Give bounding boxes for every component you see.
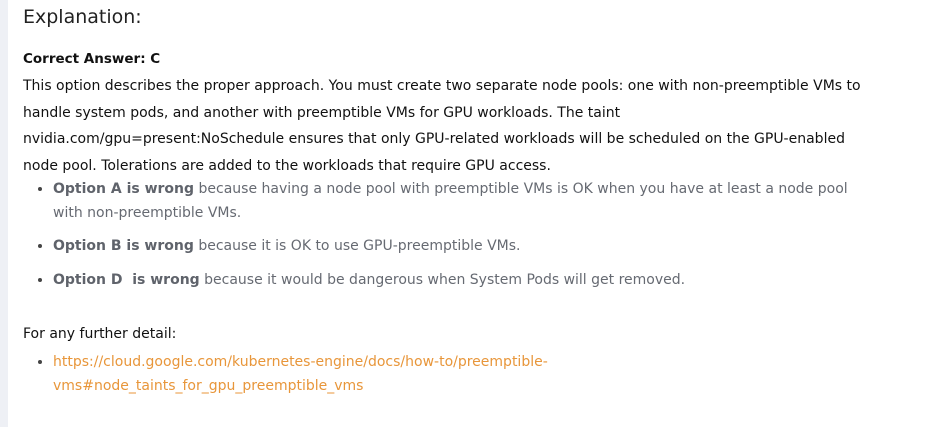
reason-option-label: Option B is wrong	[53, 238, 194, 254]
reason-item-d	[53, 268, 873, 292]
reason-option-label: Option A is wrong	[53, 181, 195, 197]
reason-option-label: Option D is wrong	[53, 272, 200, 288]
wrong-options-list	[23, 177, 873, 302]
reason-text: because it is OK to use GPU-preemptible VMs.	[193, 238, 521, 254]
reason-text: because having a node pool with preemptible VMs is OK when you have at least a node pool with non-preemptible VMs.	[53, 181, 848, 221]
left-border-strip	[0, 0, 8, 427]
reason-item-b	[53, 234, 873, 258]
reference-link[interactable]: https://cloud.google.com/kubernetes-engine/docs/how-to/preemptible- vms#node_taints_for_gpu_preemptible_vms	[53, 354, 548, 394]
correct-answer-label: Correct Answer: C	[23, 51, 161, 67]
reference-links-list	[23, 350, 613, 398]
reference-link-item	[53, 350, 613, 398]
reason-text: because it would be dangerous when System Pods will get removed.	[199, 272, 686, 288]
explanation-paragraph: This option describes the proper approach. You must create two separate node pools: one with non-preemptible VMs to handle system pods, and another with preemptible VMs for GPU workloads. The taint nvidia.com/gpu=present:NoSchedule ensures that only GPU-related workloads will be scheduled on the GPU-enabled node pool. Tolerations are added to the workloads that require GPU access.	[23, 78, 861, 174]
further-detail-label: For any further detail:	[23, 326, 177, 342]
explanation-heading: Explanation:	[23, 6, 142, 28]
reason-item-a	[53, 177, 873, 225]
